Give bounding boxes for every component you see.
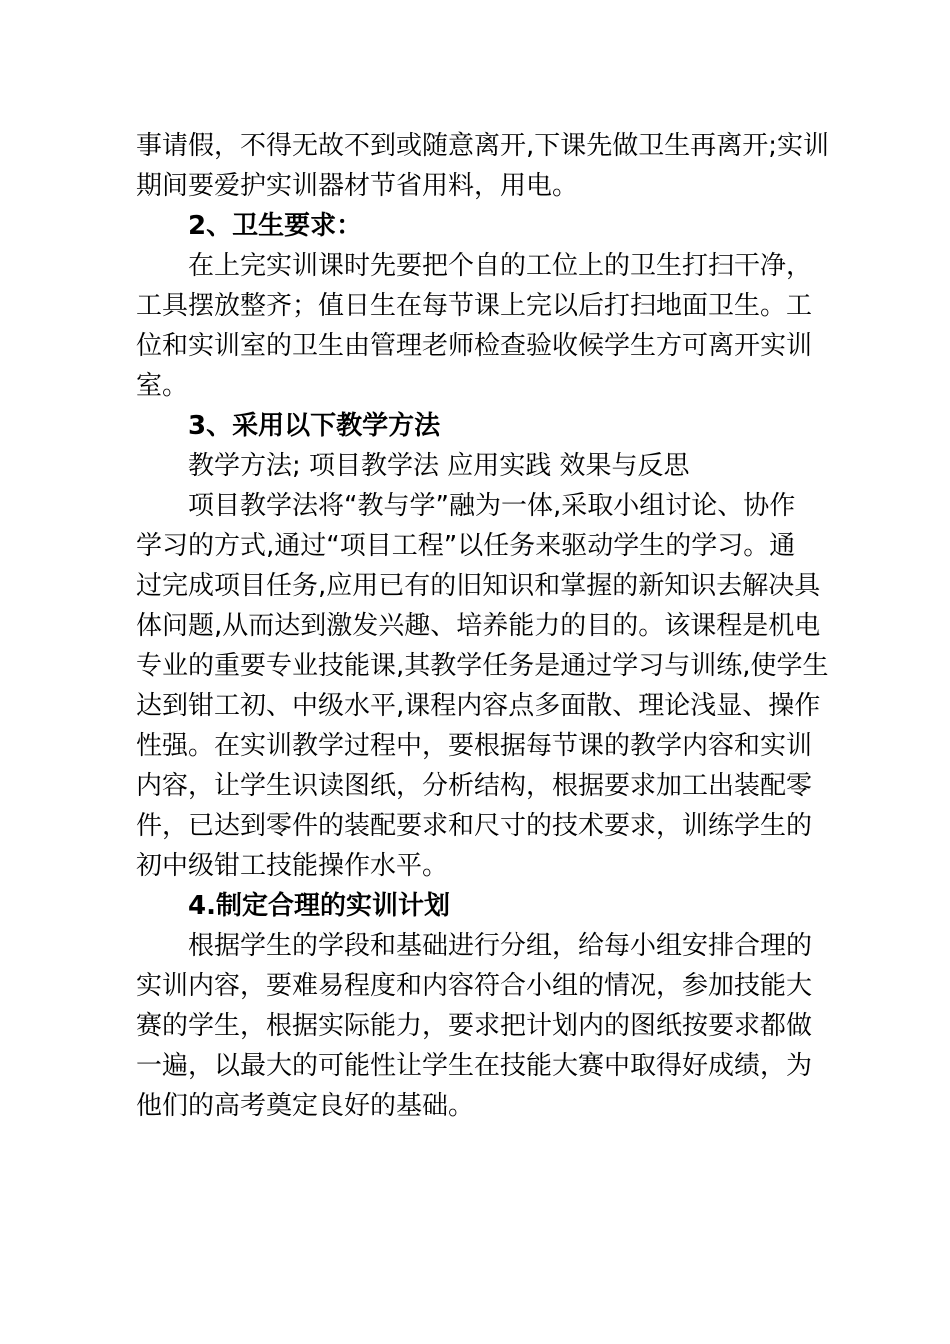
paragraph-line: 赛的学生，根据实际能力，要求把计划内的图纸按要求都做 [136,1011,813,1041]
paragraph-line: 达到钳工初、中级水平,课程内容点多面散、理论浅显、操作 [136,691,821,721]
paragraph-line: 体问题,从而达到激发兴趣、培养能力的目的。该课程是机电 [136,611,821,641]
paragraph-line: 期间要爱护实训器材节省用料，用电。 [136,171,579,201]
paragraph-line: 一遍，以最大的可能性让学生在技能大赛中取得好成绩，为 [136,1051,813,1081]
paragraph-line: 学习的方式,通过“项目工程”以任务来驱动学生的学习。通 [136,531,796,561]
paragraph-line: 专业的重要专业技能课,其教学任务是通过学习与训练,使学生 [136,651,829,681]
section-heading: 3、采用以下教学方法 [188,411,441,441]
paragraph-line: 初中级钳工技能操作水平。 [136,851,449,881]
paragraph-line: 教学方法; 项目教学法 应用实践 效果与反思 [188,451,690,481]
document-body [136,126,830,1126]
paragraph-line: 项目教学法将“教与学”融为一体,采取小组讨论、协作 [188,491,796,521]
paragraph-line: 实训内容，要难易程度和内容符合小组的情况，参加技能大 [136,971,813,1001]
paragraph-line: 工具摆放整齐；值日生在每节课上完以后打扫地面卫生。工 [136,291,813,321]
paragraph-line: 内容，让学生识读图纸，分析结构，根据要求加工出装配零 [136,771,813,801]
section-heading: 4.制定合理的实训计划 [188,891,450,921]
paragraph-line: 他们的高考奠定良好的基础。 [136,1091,475,1121]
paragraph-line: 事请假，不得无故不到或随意离开,下课先做卫生再离开;实训 [136,131,830,161]
paragraph-line: 件，已达到零件的装配要求和尺寸的技术要求，训练学生的 [136,811,813,841]
paragraph-line: 位和实训室的卫生由管理老师检查验收候学生方可离开实训 [136,331,813,361]
paragraph-line: 性强。在实训教学过程中，要根据每节课的教学内容和实训 [136,731,813,761]
section-heading: 2、卫生要求： [188,211,363,241]
paragraph-line: 过完成项目任务,应用已有的旧知识和掌握的新知识去解决具 [136,571,821,601]
paragraph-line: 根据学生的学段和基础进行分组，给每小组安排合理的 [188,931,813,961]
paragraph-line: 室。 [136,371,189,401]
paragraph-line: 在上完实训课时先要把个自的工位上的卫生打扫干净， [188,251,813,281]
